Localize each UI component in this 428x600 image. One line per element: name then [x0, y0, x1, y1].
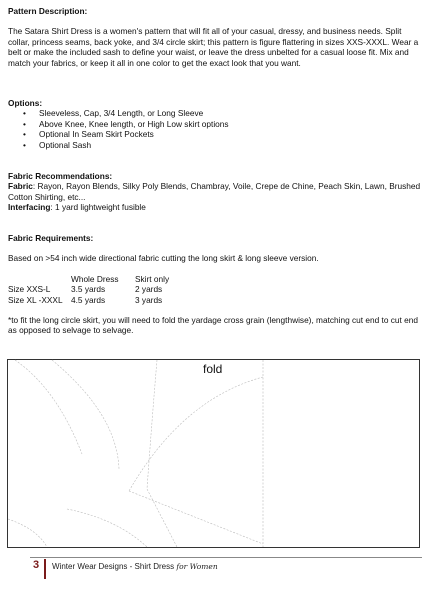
footer-rule — [30, 557, 422, 558]
table-row — [8, 295, 169, 305]
yardage-table-header — [8, 274, 169, 284]
interfacing-text: : 1 yard lightweight fusible — [50, 202, 146, 213]
yardage-table — [8, 274, 169, 305]
table-row — [8, 284, 169, 294]
options-list-item: • Optional In Seam Skirt Pockets — [8, 129, 422, 139]
yardage-cell: 3.5 yards — [71, 284, 106, 295]
skirt-piece-outline — [129, 491, 263, 544]
fabric-requirements-note: Based on >54 inch wide directional fabric cutting the long skirt & long sleeve version. — [8, 253, 319, 264]
fabric-recommendations-heading: Fabric Recommendations: — [8, 171, 113, 181]
cutting-layout-diagram — [7, 359, 420, 548]
interfacing-label: Interfacing — [8, 202, 51, 213]
options-heading: Options: — [8, 98, 43, 108]
fold-label: fold — [203, 362, 223, 376]
options-list-item: • Above Knee, Knee length, or High Low skirt options — [8, 119, 422, 129]
interfacing-line — [8, 202, 422, 212]
options-list-item: • Optional Sash — [8, 140, 422, 150]
pattern-description-section — [8, 6, 422, 68]
yardage-cell: 4.5 yards — [71, 294, 106, 305]
yardage-header-cell — [8, 274, 71, 284]
pattern-piece-outline — [15, 360, 82, 454]
footer-title: Winter Wear Designs - Shirt Dress — [52, 562, 177, 571]
skirt-piece-outline — [129, 377, 263, 491]
yardage-cell: 2 yards — [135, 284, 163, 295]
fabric-outline — [8, 360, 420, 548]
footer-text — [52, 562, 218, 571]
fabric-label: Fabric — [8, 181, 33, 192]
pattern-piece-outline — [8, 519, 47, 547]
options-section — [8, 98, 422, 150]
pattern-piece-outline — [147, 360, 177, 547]
fabric-text: : Rayon, Rayon Blends, Silky Poly Blends, Chambray, Voile, Crepe de Chine, Peach Skin, Lawn, Brushed Cotton Shirting, etc... — [8, 181, 421, 202]
yardage-header-cell: Whole Dress — [71, 273, 119, 284]
fabric-line — [8, 181, 422, 202]
yardage-cell: 3 yards — [135, 294, 163, 305]
pattern-description-heading: Pattern Description: — [8, 6, 88, 16]
yardage-cell: Size XXS-L — [8, 284, 51, 295]
yardage-header-cell: Skirt only — [135, 273, 170, 284]
footer-divider — [44, 559, 46, 579]
page-number: 3 — [33, 559, 40, 571]
options-list-item: • Sleeveless, Cap, 3/4 Length, or Long Sleeve — [8, 108, 422, 118]
fabric-requirements-section — [8, 233, 422, 336]
pattern-piece-outline — [67, 509, 147, 547]
fabric-requirements-heading: Fabric Requirements: — [8, 233, 94, 243]
pattern-description-text: The Satara Shirt Dress is a women's pattern that will fit all of your casual, dressy, and business needs. Split collar, princess seams, back yoke, and 3/4 circle skirt; this pattern is figure flattering in sizes XXS-XXXL. Wear a belt or make the included sash to define your waist, or leave the dress unbelted for a casual loose fit. Mix and match your fabrics, or keep it all in one color to get the exact look that you want. — [8, 26, 419, 68]
options-list — [8, 108, 422, 150]
pattern-piece-outline — [52, 360, 119, 469]
footer-script-text: for Women — [176, 562, 218, 571]
fabric-requirements-footnote: *to fit the long circle skirt, you will need to fold the yardage cross grain (lengthwise), matching cut end to cut end as opposed to selvage to selvage. — [8, 315, 418, 336]
fabric-recommendations-section — [8, 171, 422, 213]
yardage-cell: Size XL -XXXL — [8, 294, 63, 305]
